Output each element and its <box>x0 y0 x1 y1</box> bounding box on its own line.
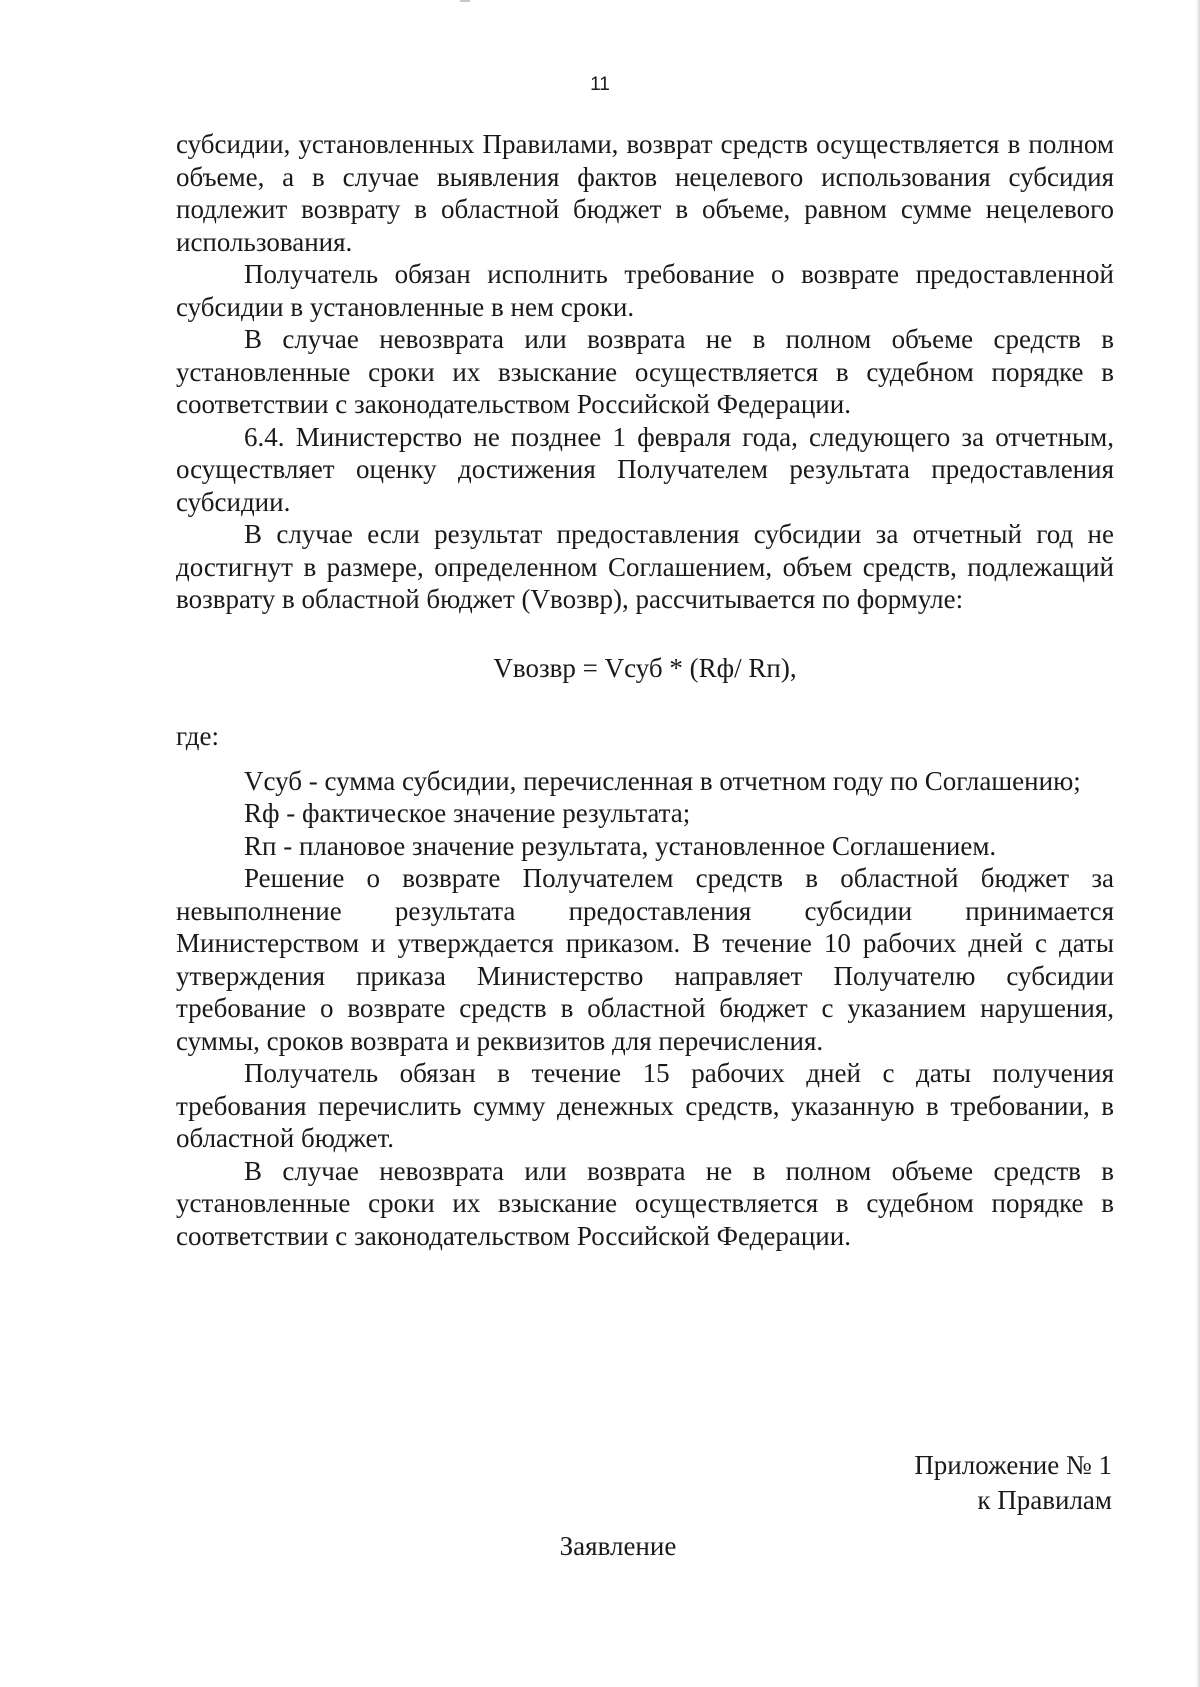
paragraph: В случае если результат предоставления субсидии за отчетный год не достигнут в размере, определенном Соглашением, объем средств, подлежащий возврату в областной бюджет (Vвозвр), рассчитывается по формуле: <box>176 519 1114 614</box>
definition-item: Rп - плановое значение результата, установленное Соглашением. <box>244 830 997 861</box>
statement-title: Заявление <box>559 1531 677 1561</box>
definition-item: Vсуб - сумма субсидии, перечисленная в отчетном году по Соглашению; <box>244 765 1081 796</box>
appendix-heading <box>914 1448 1112 1518</box>
page-number: 11 <box>590 74 610 95</box>
scan-edge <box>1196 0 1200 1687</box>
paragraph: субсидии, установленных Правилами, возврат средств осуществляется в полном объеме, а в случае выявления фактов нецелевого использования субсидия подлежит возврату в областной бюджет в объеме, равном сумме нецелевого использования. <box>176 129 1114 257</box>
paragraph: 6.4. Министерство не позднее 1 февраля года, следующего за отчетным, осуществляет оценку достижения Получателем результата предоставления субсидии. <box>176 421 1114 517</box>
where-label: где: <box>176 721 219 751</box>
document-body <box>176 128 1114 1252</box>
paragraph: В случае невозврата или возврата не в полном объеме средств в установленные сроки их взыскание осуществляется в судебном порядке в соответствии с законодательством Российской Федерации. <box>176 324 1114 419</box>
paragraph: Получатель обязан в течение 15 рабочих дней с даты получения требования перечислить сумму денежных средств, указанную в требовании, в областной бюджет. <box>176 1058 1114 1153</box>
appendix-reference: к Правилам <box>977 1485 1112 1515</box>
formula: Vвозвр = Vсуб * (Rф/ Rп), <box>493 652 797 683</box>
definition-item: Rф - фактическое значение результата; <box>244 798 691 828</box>
scan-artifact <box>460 0 470 2</box>
appendix-number: Приложение № 1 <box>914 1450 1112 1480</box>
paragraph: В случае невозврата или возврата не в полном объеме средств в установленные сроки их взыскание осуществляется в судебном порядке в соответствии с законодательством Российской Федерации. <box>176 1155 1114 1251</box>
paragraph: Получатель обязан исполнить требование о возврате предоставленной субсидии в установленные в нем сроки. <box>176 259 1114 322</box>
paragraph: Решение о возврате Получателем средств в областной бюджет за невыполнение результата предоставления субсидии принимается Министерством и утверждается приказом. В течение 10 рабочих дней с даты утверждения приказа Министерство направляет Получателю субсидии требование о возврате средств в областной бюджет с указанием нарушения, суммы, сроков возврата и реквизитов для перечисления. <box>176 863 1114 1056</box>
